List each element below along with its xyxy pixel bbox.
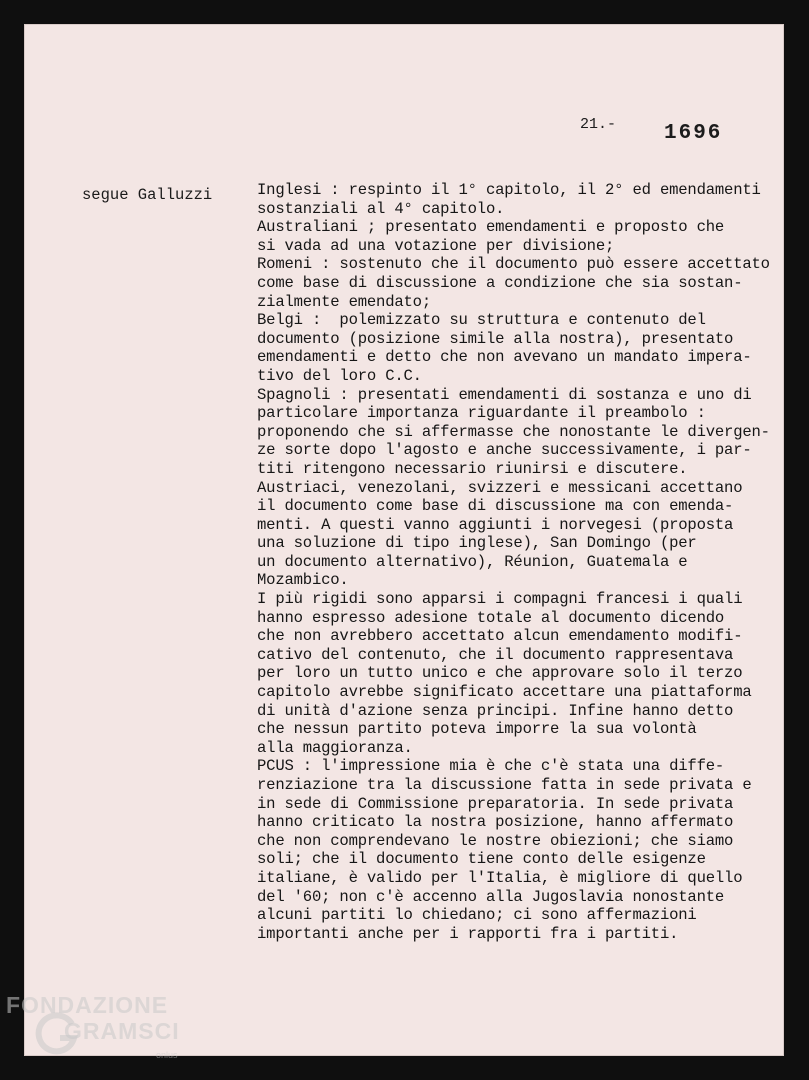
body-line: che non avrebbero accettato alcun emendamento modifi- [257,627,743,646]
body-text [257,181,782,943]
body-line: come base di discussione a condizione che sia sostan- [257,273,743,292]
body-line: tivo del loro C.C. [257,366,422,385]
body-line: di unità d'azione senza principi. Infine hanno detto [257,701,734,720]
fondazione-gramsci-watermark [6,988,206,1080]
speaker-heading: segue Galluzzi [82,186,213,204]
body-line: renziazione tra la discussione fatta in sede privata e [257,776,752,794]
body-line: proponendo che si affermasse che nonostante le divergen- [257,422,770,441]
body-line: hanno espresso adesione totale al documento dicendo [257,608,725,627]
body-line: hanno criticato la nostra posizione, hanno affermato [257,813,734,832]
body-line: che nessun partito poteva imporre la sua volontà [257,720,697,739]
watermark-line1: FONDAZIONE [6,992,169,1018]
body-line: Inglesi : respinto il 1° capitolo, il 2° ed emendamenti [257,181,761,199]
body-line: sostanziali al 4° capitolo. [257,199,505,218]
body-line: documento (posizione simile alla nostra), presentato [257,329,734,348]
body-line: che non comprendevano le nostre obiezioni; che siamo [257,831,734,850]
body-line: alcuni partiti lo chiedano; ci sono affermazioni [257,906,697,925]
page-label: 21.- [580,116,617,133]
body-line: emendamenti e detto che non avevano un mandato impera- [257,348,752,367]
body-line: del '60; non c'è accenno alla Jugoslavia nonostante [257,887,725,906]
body-line: PCUS : l'impressione mia è che c'è stata una diffe- [257,757,725,776]
body-line: si vada ad una votazione per divisione; [257,236,615,255]
body-line: Belgi : polemizzato su struttura e contenuto del [257,311,706,330]
body-line: ze sorte dopo l'agosto e anche successivamente, i par- [257,441,752,460]
body-line: Australiani ; presentato emendamenti e proposto che [257,218,725,237]
body-line: per loro un tutto unico e che approvare solo il terzo [257,664,743,683]
body-line: menti. A questi vanno aggiunti i norvegesi (proposta [257,515,734,534]
body-line: italiane, è valido per l'Italia, è migliore di quello [257,868,743,887]
body-line: capitolo avrebbe significato accettare una piattaforma [257,683,752,702]
body-line: una soluzione di tipo inglese), San Domingo (per [257,534,697,553]
watermark-line3: onlus [156,1050,178,1060]
body-line: il documento come base di discussione ma con emenda- [257,497,734,516]
page-number: 1696 [664,122,723,145]
body-line: cativo del contenuto, che il documento rappresentava [257,645,734,664]
body-line: particolare importanza riguardante il preambolo : [257,404,706,423]
body-line: zialmente emendato; [257,292,431,311]
body-line: in sede di Commissione preparatoria. In sede privata [257,794,734,813]
body-line: soli; che il documento tiene conto delle esigenze [257,850,706,869]
body-line: un documento alternativo), Réunion, Guatemala e [257,552,688,571]
body-line: importanti anche per i rapporti fra i partiti. [257,924,679,943]
body-line: titi ritengono necessario riunirsi e discutere. [257,459,688,478]
body-line: alla maggioranza. [257,738,413,757]
body-line: Mozambico. [257,571,349,590]
body-line: Austriaci, venezolani, svizzeri e messicani accettano [257,478,743,497]
document-page [24,24,784,1056]
body-line: Romeni : sostenuto che il documento può essere accettato [257,255,770,274]
body-line: I più rigidi sono apparsi i compagni francesi i quali [257,590,743,609]
watermark-line2: GRAMSCI [64,1018,180,1044]
body-line: Spagnoli : presentati emendamenti di sostanza e uno di [257,385,752,404]
